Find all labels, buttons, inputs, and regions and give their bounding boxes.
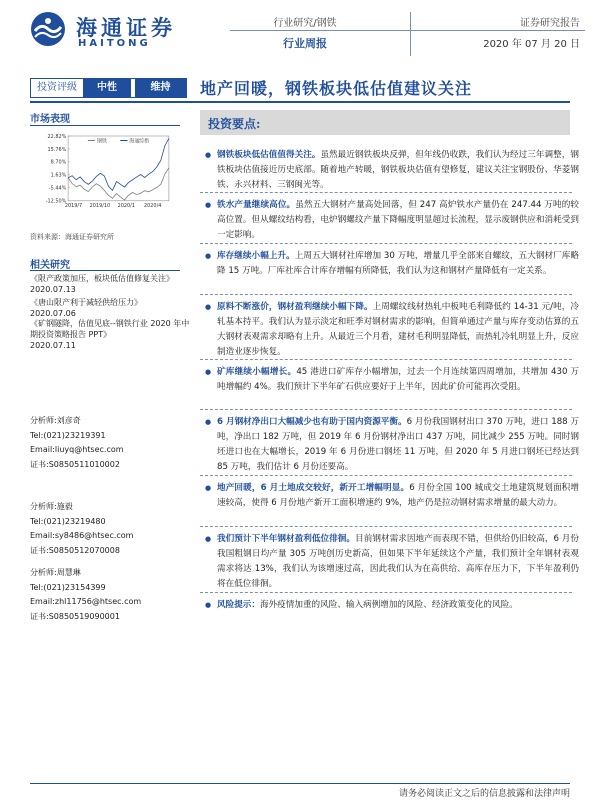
series-line <box>68 168 169 200</box>
analyst-cert: 证书:S0850511010002 <box>30 459 120 469</box>
series-line <box>68 138 169 190</box>
rating-change: 维持 <box>135 79 186 97</box>
section-divider <box>200 243 572 244</box>
market-performance-chart <box>30 127 180 217</box>
analyst-email[interactable]: Email:sy8486@htsec.com <box>30 531 134 540</box>
x-tick-label: 2019/7 <box>64 203 83 210</box>
x-tick-label: 2019/10 <box>89 203 111 210</box>
section-divider <box>200 192 572 193</box>
legend-label: 海通综指 <box>129 138 150 145</box>
report-category: 行业研究/钢铁 <box>273 18 337 29</box>
key-point-highlight: 铁水产量继续高位。 <box>217 200 296 210</box>
header-divider <box>230 30 585 31</box>
key-point <box>205 365 579 395</box>
y-tick-label: 1.63% <box>50 172 67 179</box>
section-divider <box>200 359 572 360</box>
y-tick-label: -5.44% <box>48 185 67 192</box>
market-performance-heading: 市场表现 <box>30 114 70 125</box>
key-point-highlight: 6 月钢材净出口大幅减少也有助于国内资源平衡。 <box>217 417 407 427</box>
report-title: 地产回暖，钢铁板块低估值建议关注 <box>200 79 473 98</box>
key-points-header <box>200 110 570 135</box>
related-item-title[interactable]: 《矿钢隧降，估值见底--钢铁行业 2020 年中期投资策略报告 PPT》 <box>30 319 190 339</box>
analyst-card <box>30 500 190 558</box>
report-series: 证券研究报告 <box>520 18 580 29</box>
report-date: 2020 年 07 月 20 日 <box>483 39 580 50</box>
key-point-text: 目前钢材需求因地产而表现不错，但供给仍旧较高，6 月份我国粗钢日均产量 305 万吨创历史新高，但如果下半年延续这个产量，我们预计全年钢材表观需求将达 13%，我们认为该增速过高，因此我们认为在高供给、高库存压力下，下半年盈利仍将在低位徘徊。 <box>217 534 579 589</box>
section-divider <box>200 475 572 476</box>
key-point-highlight: 我们预计下半年钢材盈利低位徘徊。 <box>217 534 356 544</box>
related-item-date: 2020.07.06 <box>30 309 76 318</box>
section-divider <box>200 526 572 527</box>
chart-source: 资料来源：海通证券研究所 <box>30 233 114 241</box>
investment-rating-bar <box>30 78 187 98</box>
key-point <box>205 532 579 592</box>
analyst-name: 分析师:施毅 <box>30 502 73 511</box>
key-point <box>205 198 579 243</box>
key-point-text: 45 港进口矿库存小幅增加，过去一个月连续第四周增加，共增加 430 万吨增幅约 4%。我们预计下半年矿石供应要好于上半年，因此矿价可能再次受阻。 <box>217 367 579 392</box>
key-point-text: 上周螺纹线材热轧中板吨毛利降低约 14-31 元/吨，冷轧基本持平。我们认为显示淡定和旺季对钢材需求的影响，但简单通过产量与库存变动估算的五大钢材表观需求却略有上升。从最近三个月看，建材毛利明显降低，而热轧冷轧明显上升，反应制造业逐步恢复。 <box>217 302 579 357</box>
analyst-cert: 证书:S0850519090001 <box>30 611 120 621</box>
key-point-highlight: 地产回暖，6 月土地成交较好，新开工增幅明显。 <box>217 483 410 493</box>
analyst-email[interactable]: Email:zhl11756@htsec.com <box>30 597 142 606</box>
analyst-cert: 证书:S0850512070008 <box>30 545 120 555</box>
related-item[interactable] <box>30 273 190 295</box>
y-tick-label: 22.82% <box>47 133 67 140</box>
analyst-card <box>30 566 190 624</box>
header-vertical-divider <box>410 12 411 56</box>
key-point-text: 上周五大钢材社库增加 30 万吨，增量几乎全部来自螺纹，五大钢材厂库略降 15 万吨。厂库社库合计库存增幅有所降低，我们认为这和钢材产量降低有一定关系。 <box>217 251 579 276</box>
analyst-tel: Tel:(021)23219480 <box>30 516 106 526</box>
analyst-name: 分析师:周慧琳 <box>30 568 81 577</box>
related-item[interactable] <box>30 318 190 351</box>
y-tick-label: -12.50% <box>45 198 67 205</box>
report-header <box>0 0 600 64</box>
key-point-text: 虽然五大钢材产量高处回落，但 247 高炉铁水产量仍在 247.44 万吨的较高位置。但从螺纹结构看，电炉钢螺纹产量下降幅度明显超过长流程，显示废钢供应和消耗受到一定影响。 <box>217 200 579 240</box>
key-point-text: 海外疫情加重的风险、输入病例增加的风险、经济政策变化的风险。 <box>259 600 518 610</box>
key-point-text: 6 月份我国钢材出口 370 万吨，进口 188 万吨，净出口 182 万吨，但 2019 年 6 月份钢材净出口 437 万吨，同比减少 255 万吨。同时钢坯进口也在大幅增长，2019 年 6 月份进口钢坯 11 万吨，但 2020 年 5 月进口钢坯已经达到 85 万吨，我们估计 6 月份还要高。 <box>217 417 579 472</box>
rating-value: 中性 <box>83 79 131 97</box>
key-point <box>205 300 579 360</box>
x-tick-label: 2020/4 <box>144 203 162 210</box>
legend-label: 钢铁 <box>96 138 107 145</box>
key-point-highlight: 矿库继续小幅增长。 <box>217 367 297 377</box>
related-item-date: 2020.07.13 <box>30 285 76 294</box>
logo-chinese: 海通证券 <box>76 15 176 40</box>
title-divider <box>30 101 570 103</box>
market-divider <box>30 125 180 126</box>
key-points-title: 投资要点: <box>208 117 261 131</box>
key-point-text: 虽然最近钢铁板块反弹，但年线仍收跌，我们认为经过三年调整，钢铁板块估值接近历史底部。随着地产转暖，钢铁板块估值有望修复，建议关注宝钢股份、华菱钢铁、永兴材料、三钢闽光等。 <box>217 150 579 190</box>
related-item-title[interactable]: 《限产政策加压，板块低估值修复关注》 <box>30 274 174 283</box>
key-point <box>205 148 579 193</box>
key-point-highlight: 原料不断涨价，钢材盈利继续小幅下降。 <box>217 302 373 312</box>
key-point <box>205 481 579 511</box>
y-tick-label: 15.76% <box>47 146 67 153</box>
key-point-highlight: 库存继续小幅上升。 <box>217 251 295 261</box>
related-divider <box>30 270 180 271</box>
section-divider <box>200 592 572 593</box>
analyst-name: 分析师:刘彦奇 <box>30 416 81 425</box>
chart-frame <box>68 136 169 201</box>
x-tick-label: 2020/1 <box>117 203 135 210</box>
related-item-date: 2020.07.11 <box>30 341 76 350</box>
analyst-tel: Tel:(021)23219391 <box>30 430 106 440</box>
haitong-logo-icon <box>30 11 66 47</box>
section-divider <box>200 409 572 410</box>
key-point <box>205 249 579 279</box>
key-point-highlight: 风险提示： <box>217 600 260 610</box>
related-research-heading: 相关研究 <box>30 260 70 271</box>
related-item[interactable] <box>30 297 190 319</box>
analyst-card <box>30 414 190 472</box>
footer-disclaimer[interactable]: 请务必阅读正文之后的信息披露和法律声明 <box>398 789 570 799</box>
footer-divider <box>30 783 570 784</box>
report-type: 行业周报 <box>283 37 327 50</box>
logo-english: HAITONG <box>78 38 151 49</box>
analyst-email[interactable]: Email:liuyq@htsec.com <box>30 445 124 454</box>
key-point-highlight: 钢铁板块低估值值得关注。 <box>217 150 321 160</box>
related-item-title[interactable]: 《唐山限产利于减轻供给压力》 <box>30 298 142 307</box>
analyst-tel: Tel:(021)23154399 <box>30 582 106 592</box>
key-point-text: 6 月份全国 100 城成交土地建筑规划面积增速较高，使得 6 月份地产新开工面积增速约 9%，地产仍是拉动钢材需求增量的最大动力。 <box>217 483 579 508</box>
key-point <box>205 598 579 613</box>
section-divider <box>200 294 572 295</box>
rating-label: 投资评级 <box>37 82 77 93</box>
y-tick-label: 8.70% <box>50 159 67 166</box>
key-point <box>205 415 579 475</box>
